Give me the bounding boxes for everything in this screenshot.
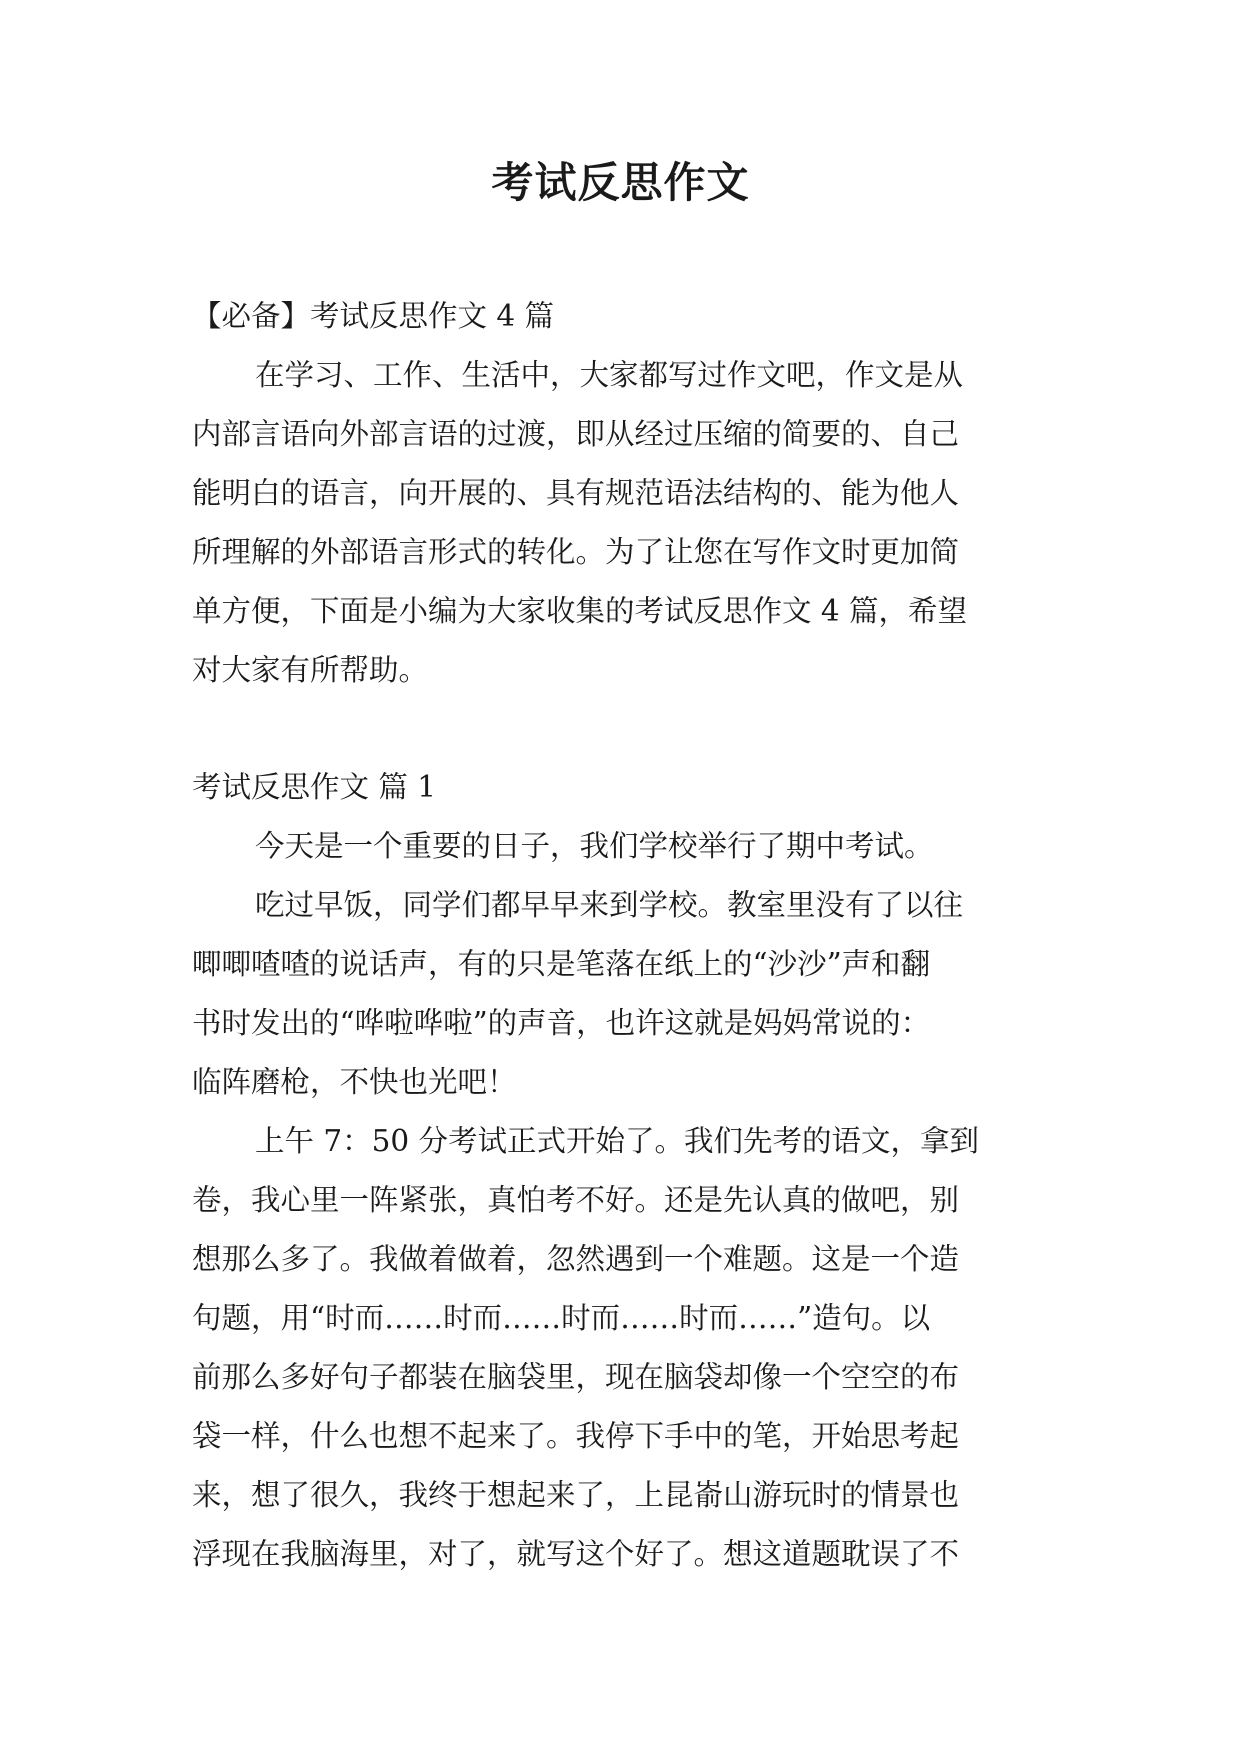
paragraph-3 <box>192 1112 1060 1584</box>
text-line: 浮现在我脑海里，对了，就写这个好了。想这道题耽误了不 <box>192 1537 960 1571</box>
text-line: 对大家有所帮助。 <box>192 653 429 687</box>
text-line: 内部言语向外部言语的过渡，即从经过压缩的简要的、自己 <box>192 417 960 451</box>
text-line: 书时发出的“哗啦哗啦”的声音，也许这就是妈妈常说的： <box>192 1006 931 1040</box>
text-line: 卷，我心里一阵紧张，真怕考不好。还是先认真的做吧，别 <box>192 1183 960 1217</box>
text-line: 今天是一个重要的日子，我们学校举行了期中考试。 <box>255 829 934 863</box>
text-line: 句题，用“时而……时而……时而……时而……”造句。以 <box>192 1301 931 1335</box>
section-title: 考试反思作文 篇 1 <box>192 770 437 804</box>
paragraph-1 <box>192 817 1060 876</box>
text-line: 吃过早饭，同学们都早早来到学校。教室里没有了以往 <box>255 888 964 922</box>
text-line: 袋一样，什么也想不起来了。我停下手中的笔，开始思考起 <box>192 1419 960 1453</box>
intro-paragraph <box>192 346 1060 700</box>
text-line: 来，想了很久，我终于想起来了，上昆嵛山游玩时的情景也 <box>192 1478 960 1512</box>
text-line: 在学习、工作、生活中，大家都写过作文吧，作文是从 <box>255 358 964 392</box>
paragraph-2 <box>192 876 1060 1112</box>
document-body <box>192 287 1060 1584</box>
text-line: 单方便，下面是小编为大家收集的考试反思作文 4 篇，希望 <box>192 594 968 628</box>
text-line: 想那么多了。我做着做着，忽然遇到一个难题。这是一个造 <box>192 1242 960 1276</box>
header-line: 【必备】考试反思作文 4 篇 <box>192 299 555 333</box>
document-title: 考试反思作文 <box>491 158 750 207</box>
paragraph-gap <box>192 700 1060 758</box>
text-line: 前那么多好句子都装在脑袋里，现在脑袋却像一个空空的布 <box>192 1360 960 1394</box>
text-line: 所理解的外部语言形式的转化。为了让您在写作文时更加简 <box>192 535 960 569</box>
text-line: 临阵磨枪，不快也光吧！ <box>192 1065 517 1099</box>
text-line: 唧唧喳喳的说话声，有的只是笔落在纸上的“沙沙”声和翻 <box>192 947 931 981</box>
text-line: 上午 7：50 分考试正式开始了。我们先考的语文，拿到 <box>255 1124 980 1158</box>
text-line: 能明白的语言，向开展的、具有规范语法结构的、能为他人 <box>192 476 960 510</box>
